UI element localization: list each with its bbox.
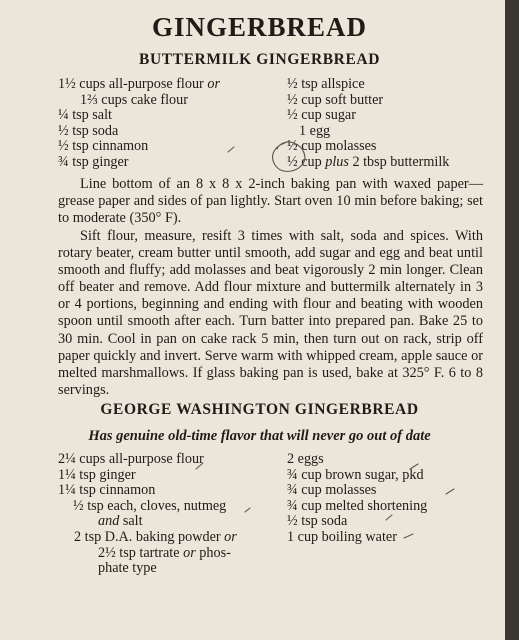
ingredient-text: ¾ cup melted shortening: [287, 497, 428, 514]
ingredient-line: [58, 124, 220, 140]
recipe1-ingredients-left: [58, 77, 220, 171]
ingredient-line: [58, 561, 237, 577]
ingredient-text: 2 tbsp buttermilk: [348, 153, 450, 170]
recipe2-ingredients-left: [58, 452, 237, 577]
ingredient-line: [287, 452, 427, 468]
ingredient-text: ½ tsp soda: [287, 513, 348, 530]
ingredient-line: [287, 468, 427, 484]
ingredient-line: [58, 93, 220, 109]
ingredient-text: 1 egg: [299, 122, 331, 139]
ingredient-line: [287, 155, 449, 171]
ingredient-text: ¾ cup brown sugar, pkd: [287, 466, 424, 483]
ingredient-line: [287, 483, 427, 499]
ingredient-line: [58, 514, 237, 530]
ingredient-line: [58, 530, 237, 546]
ingredient-line: [287, 499, 427, 515]
ingredient-text: ¾ tsp ginger: [58, 153, 129, 170]
ingredient-text: ½ cup soft butter: [287, 91, 384, 108]
ingredient-line: [58, 468, 237, 484]
ingredient-line: [58, 155, 220, 171]
ingredient-italic: and: [98, 513, 120, 530]
ingredient-text: ¾ cup molasses: [287, 482, 377, 499]
ingredient-text: salt: [119, 513, 143, 530]
ingredient-line: [58, 483, 237, 499]
ingredient-italic: or: [207, 76, 220, 92]
ingredient-italic: or: [224, 528, 237, 545]
ingredient-text: 1½ cups all-purpose flour: [58, 76, 208, 92]
ingredient-text: ½ cup: [287, 153, 326, 170]
recipe2-heading: GEORGE WASHINGTON GINGERBREAD: [100, 401, 419, 418]
recipe1-ingredients-right: [287, 77, 449, 171]
ingredient-text: 1⅔ cups cake flour: [80, 91, 188, 108]
recipe2-tagline: Has genuine old-time flavor that will never go out of date: [88, 428, 431, 444]
ingredient-line: [287, 93, 449, 109]
ingredient-text: 1¼ tsp ginger: [58, 466, 136, 483]
ingredient-text: ½ tsp soda: [58, 122, 119, 139]
recipe1-instructions-1: Line bottom of an 8 x 8 x 2-inch baking pan with waxed paper—grease paper and sides of pan lightly. Start oven 10 min before baking; set to moderate (350° F).: [58, 176, 483, 227]
ingredient-text: 1 cup boiling water: [287, 528, 397, 545]
ingredient-text: ¼ tsp salt: [58, 107, 112, 124]
ingredient-text: 2½ tsp tartrate: [98, 544, 184, 561]
recipe1-instructions-2: Sift flour, measure, resift 3 times with salt, soda and spices. With rotary beater, cream butter until smooth, add sugar and egg and beat until smooth and fluffy; add molasses and beat vigorously 2 min longer. Clean off beater and remove. Add flour mixture and buttermilk alternately in 3 or 4 portions, beginning and ending with flour and beating with wooden spoon until smooth after each. Turn batter into prepared pan. Bake 25 to 30 min. Cool in pan on cake rack 5 min, then turn out on rack, strip off paper quickly and invert. Serve warm with whipped cream, apple sauce or melted marshmallows. If glass baking pan is used, bake at 325° F. 6 to 8 servings.: [58, 228, 483, 398]
ingredient-line: [287, 124, 449, 140]
ingredient-line: [58, 499, 237, 515]
ingredient-italic: plus: [325, 153, 349, 170]
ingredient-text: ½ tsp cinnamon: [58, 138, 149, 155]
page-title: GINGERBREAD: [151, 12, 368, 42]
recipe1-heading: BUTTERMILK GINGERBREAD: [139, 51, 380, 68]
ingredient-text: 2¼ cups all-purpose flour: [58, 451, 204, 467]
ingredient-text: phos-: [195, 544, 231, 561]
ingredient-line: [287, 139, 449, 155]
ingredient-text: ½ cup molasses: [287, 138, 377, 155]
ingredient-line: [287, 530, 427, 546]
ingredient-line: [58, 139, 220, 155]
ingredient-line: [58, 108, 220, 124]
ingredient-line: [58, 77, 220, 93]
ingredient-text: phate type: [98, 560, 157, 577]
ingredient-line: [287, 108, 449, 124]
ingredient-text: ½ cup sugar: [287, 107, 356, 124]
recipe2-ingredients-right: [287, 452, 427, 546]
ingredient-text: ½ tsp allspice: [287, 76, 365, 92]
book-gutter: [505, 0, 519, 640]
ingredient-text: 1¼ tsp cinnamon: [58, 482, 156, 499]
ingredient-text: ½ tsp each, cloves, nutmeg: [73, 497, 227, 514]
ingredient-line: [287, 514, 427, 530]
ingredient-text: 2 eggs: [287, 451, 324, 467]
ingredient-text: 2 tsp D.A. baking powder: [74, 528, 225, 545]
ingredient-line: [287, 77, 449, 93]
ingredient-italic: or: [183, 544, 196, 561]
ingredient-line: [58, 546, 237, 562]
ingredient-line: [58, 452, 237, 468]
